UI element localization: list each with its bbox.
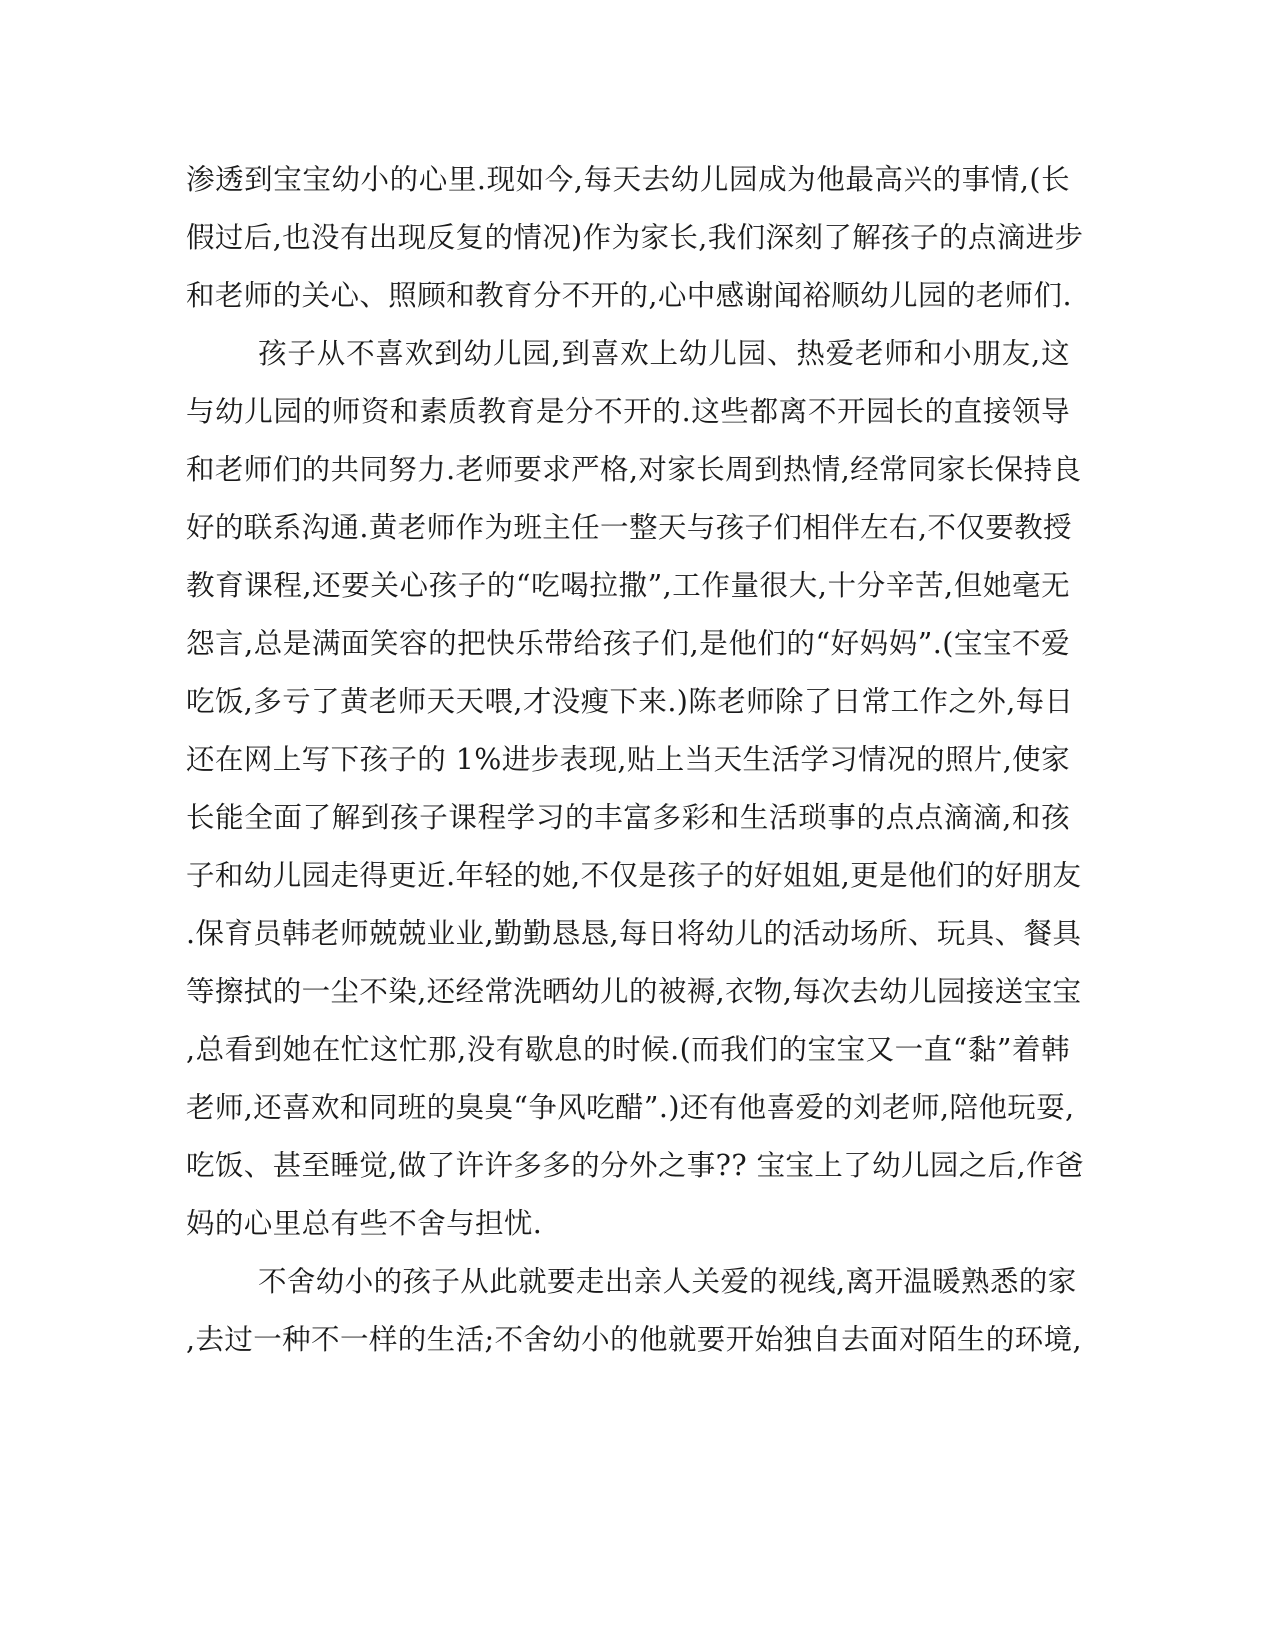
text-line: 长能全面了解到孩子课程学习的丰富多彩和生活琐事的点点滴滴,和孩: [186, 801, 1070, 834]
text-line: 和老师的关心、照顾和教育分不开的,心中感谢闻裕顺幼儿园的老师们.: [186, 279, 1072, 312]
text-line: 等擦拭的一尘不染,还经常洗晒幼儿的被褥,衣物,每次去幼儿园接送宝宝: [186, 975, 1082, 1008]
paragraph-first-line: 不舍幼小的孩子从此就要走出亲人关爱的视线,离开温暖熟悉的家: [258, 1265, 1077, 1298]
text-line: 吃饭、甚至睡觉,做了许许多多的分外之事?? 宝宝上了幼儿园之后,作爸: [186, 1149, 1084, 1182]
text-line: 教育课程,还要关心孩子的“吃喝拉撒”,工作量很大,十分辛苦,但她毫无: [186, 569, 1070, 602]
text-line: 假过后,也没有出现反复的情况)作为家长,我们深刻了解孩子的点滴进步: [186, 221, 1084, 254]
text-line: 还在网上写下孩子的 1%进步表现,贴上当天生活学习情况的照片,使家: [186, 743, 1070, 776]
text-line: 老师,还喜欢和同班的臭臭“争风吃醋”.)还有他喜爱的刘老师,陪他玩耍,: [186, 1091, 1075, 1124]
paragraph-first-line: 孩子从不喜欢到幼儿园,到喜欢上幼儿园、热爱老师和小朋友,这: [258, 337, 1070, 370]
text-line: 怨言,总是满面笑容的把快乐带给孩子们,是他们的“好妈妈”.(宝宝不爱: [186, 627, 1070, 660]
text-line: 和老师们的共同努力.老师要求严格,对家长周到热情,经常同家长保持良: [186, 453, 1082, 486]
text-line: 与幼儿园的师资和素质教育是分不开的.这些都离不开园长的直接领导: [186, 395, 1070, 428]
text-line: ,总看到她在忙这忙那,没有歇息的时候.(而我们的宝宝又一直“黏”着韩: [186, 1033, 1070, 1066]
text-line: 妈的心里总有些不舍与担忧.: [186, 1207, 543, 1240]
text-line: 好的联系沟通.黄老师作为班主任一整天与孩子们相伴左右,不仅要教授: [186, 511, 1072, 544]
text-line: 渗透到宝宝幼小的心里.现如今,每天去幼儿园成为他最高兴的事情,(长: [186, 163, 1070, 196]
text-line: 吃饭,多亏了黄老师天天喂,才没瘦下来.)陈老师除了日常工作之外,每日: [186, 685, 1074, 718]
text-line: 子和幼儿园走得更近.年轻的她,不仅是孩子的好姐姐,更是他们的好朋友: [186, 859, 1082, 892]
text-line: ,去过一种不一样的生活;不舍幼小的他就要开始独自去面对陌生的环境,: [186, 1323, 1082, 1356]
text-line: .保育员韩老师兢兢业业,勤勤恳恳,每日将幼儿的活动场所、玩具、餐具: [186, 917, 1082, 950]
